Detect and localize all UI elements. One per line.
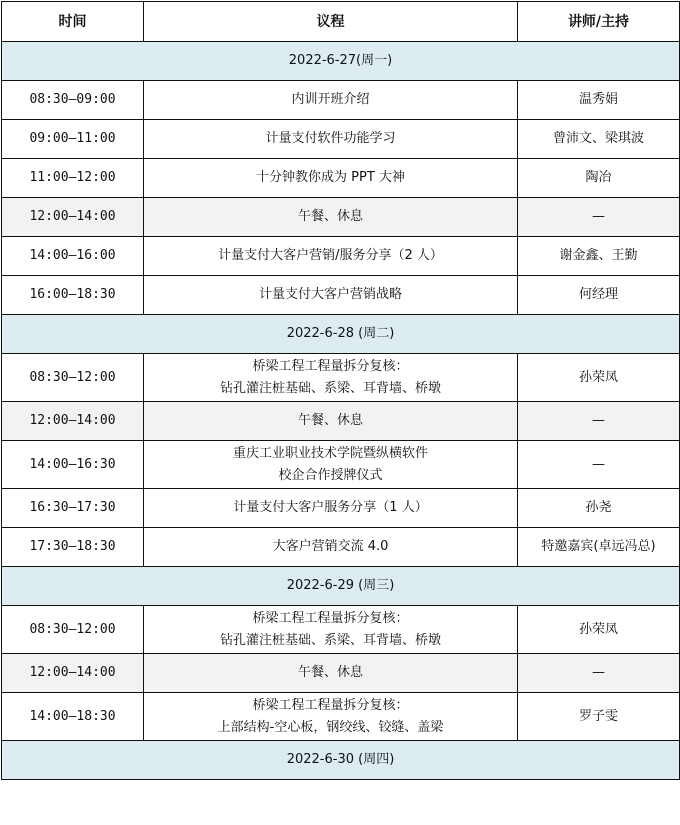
agenda-line: 计量支付软件功能学习: [265, 131, 396, 146]
agenda-cell: [144, 528, 518, 567]
time-cell: 14:00—18:30: [2, 693, 144, 741]
host-cell: 陶冶: [518, 159, 680, 198]
host-cell: 特邀嘉宾(卓远冯总): [518, 528, 680, 567]
time-cell: 17:30—18:30: [2, 528, 144, 567]
agenda-cell: [144, 606, 518, 654]
agenda-cell: [144, 441, 518, 489]
agenda-line: 钻孔灌注桩基础、系梁、耳背墙、桥墩: [219, 380, 441, 396]
agenda-line: 桥梁工程工程量拆分复核：: [252, 610, 409, 626]
host-cell: —: [518, 198, 680, 237]
agenda-line: 桥梁工程工程量拆分复核：: [252, 358, 409, 374]
agenda-cell: [144, 654, 518, 693]
time-cell: 08:30—12:00: [2, 606, 144, 654]
host-cell: 曾沛文、梁琪波: [518, 120, 680, 159]
agenda-line: 钻孔灌注桩基础、系梁、耳背墙、桥墩: [219, 632, 441, 648]
agenda-line: 上部结构-空心板，钢绞线、铰缝、盖梁: [217, 719, 444, 735]
time-cell: 12:00—14:00: [2, 654, 144, 693]
agenda-cell: [144, 120, 518, 159]
host-cell: 孙荣凤: [518, 606, 680, 654]
agenda-cell: [144, 81, 518, 120]
table-row: [2, 441, 680, 489]
agenda-line: 大客户营销交流 4.0: [272, 539, 389, 554]
agenda-line: 午餐、休息: [297, 209, 363, 224]
agenda-body: [2, 42, 680, 780]
date-row: [2, 741, 680, 780]
table-row: [2, 354, 680, 402]
agenda-line: 内训开班介绍: [291, 92, 370, 107]
agenda-line: 午餐、休息: [297, 413, 363, 428]
header-host: 讲师/主持: [518, 2, 680, 42]
table-row: [2, 528, 680, 567]
agenda-cell: [144, 354, 518, 402]
header-agenda: 议程: [144, 2, 518, 42]
host-cell: —: [518, 654, 680, 693]
time-cell: 12:00—14:00: [2, 402, 144, 441]
date-cell: 2022-6-30 (周四): [2, 741, 680, 780]
agenda-line: 十分钟教你成为 PPT 大神: [256, 170, 405, 185]
agenda-line: 午餐、休息: [297, 665, 363, 680]
host-cell: —: [518, 441, 680, 489]
host-cell: 孙尧: [518, 489, 680, 528]
date-cell: 2022-6-29 (周三): [2, 567, 680, 606]
time-cell: 08:30—09:00: [2, 81, 144, 120]
table-row: [2, 606, 680, 654]
date-cell: 2022-6-27(周一): [2, 42, 680, 81]
agenda-cell: [144, 489, 518, 528]
agenda-cell: [144, 402, 518, 441]
host-cell: 罗子雯: [518, 693, 680, 741]
table-row: [2, 276, 680, 315]
table-row: [2, 198, 680, 237]
time-cell: 14:00—16:00: [2, 237, 144, 276]
time-cell: 14:00—16:30: [2, 441, 144, 489]
table-row: [2, 237, 680, 276]
agenda-line: 重庆工业职业技术学院暨纵横软件: [232, 445, 428, 461]
agenda-cell: [144, 237, 518, 276]
table-row: [2, 120, 680, 159]
time-cell: 08:30—12:00: [2, 354, 144, 402]
date-row: [2, 567, 680, 606]
agenda-cell: [144, 276, 518, 315]
time-cell: 09:00—11:00: [2, 120, 144, 159]
agenda-cell: [144, 693, 518, 741]
time-cell: 11:00—12:00: [2, 159, 144, 198]
agenda-line: 计量支付大客户营销/服务分享（2 人）: [218, 248, 443, 263]
table-row: [2, 489, 680, 528]
agenda-cell: [144, 159, 518, 198]
header-time: 时间: [2, 2, 144, 42]
agenda-table: [1, 1, 680, 780]
table-row: [2, 654, 680, 693]
table-row: [2, 81, 680, 120]
agenda-cell: [144, 198, 518, 237]
date-row: [2, 42, 680, 81]
time-cell: 12:00—14:00: [2, 198, 144, 237]
time-cell: 16:00—18:30: [2, 276, 144, 315]
header-row: [2, 2, 680, 42]
table-row: [2, 402, 680, 441]
table-row: [2, 159, 680, 198]
host-cell: —: [518, 402, 680, 441]
date-cell: 2022-6-28 (周二): [2, 315, 680, 354]
agenda-line: 桥梁工程工程量拆分复核：: [252, 697, 409, 713]
host-cell: 孙荣凤: [518, 354, 680, 402]
date-row: [2, 315, 680, 354]
host-cell: 何经理: [518, 276, 680, 315]
table-row: [2, 693, 680, 741]
time-cell: 16:30—17:30: [2, 489, 144, 528]
agenda-line: 计量支付大客户营销战略: [258, 287, 402, 302]
host-cell: 谢金鑫、王勤: [518, 237, 680, 276]
host-cell: 温秀娟: [518, 81, 680, 120]
agenda-line: 计量支付大客户服务分享（1 人）: [233, 500, 428, 515]
agenda-line: 校企合作授牌仪式: [278, 467, 383, 483]
